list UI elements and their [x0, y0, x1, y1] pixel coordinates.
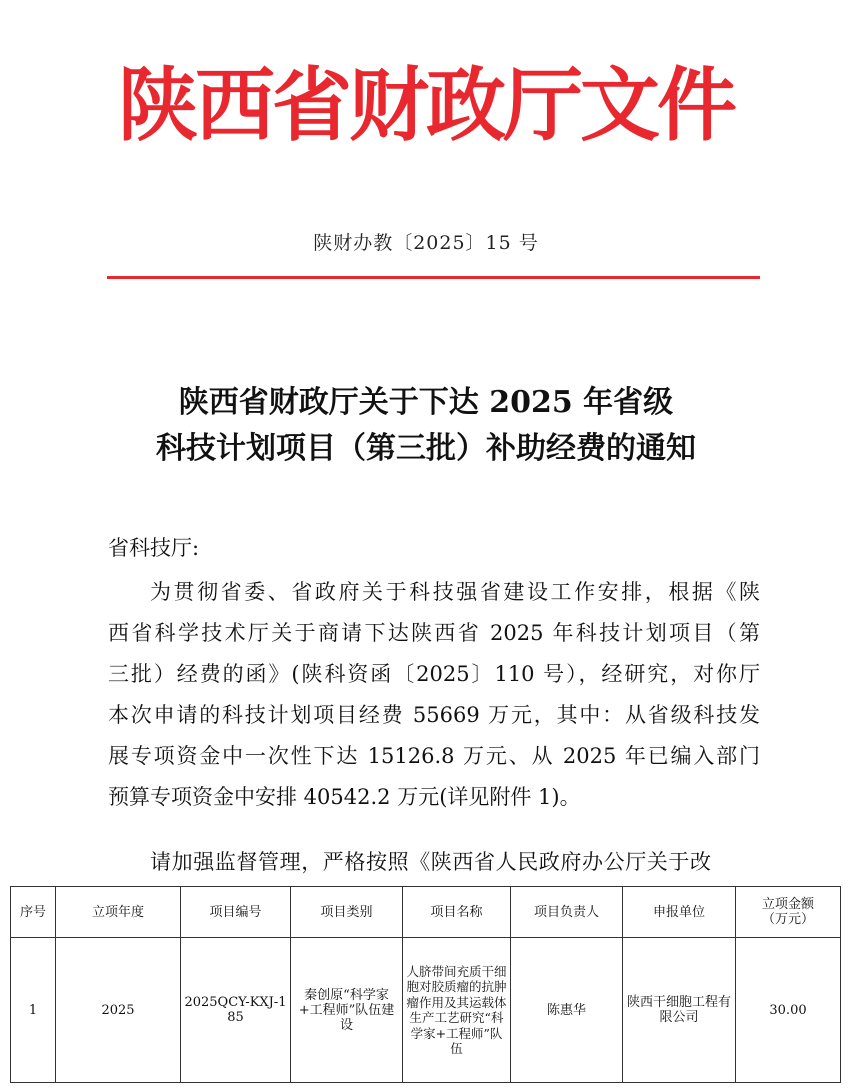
cell-project-code: 2025QCY-KXJ-185	[181, 938, 291, 1083]
cell-leader: 陈惠华	[511, 938, 623, 1083]
body-paragraph-1	[108, 572, 760, 818]
table-header-row	[11, 887, 841, 938]
header-category: 项目类别	[291, 887, 403, 938]
cell-project-name: 人脐带间充质干细胞对胶质瘤的抗肿瘤作用及其运载体生产工艺研究“科学家+工程师”队伍	[403, 938, 511, 1083]
addressee: 省科技厅:	[108, 536, 200, 560]
document-number: 陕财办教〔2025〕15 号	[313, 232, 539, 254]
cell-index: 1	[11, 938, 56, 1083]
notice-title	[0, 380, 852, 472]
header-leader: 项目负责人	[511, 887, 623, 938]
cell-year: 2025	[56, 938, 181, 1083]
cell-unit: 陕西干细胞工程有限公司	[623, 938, 736, 1083]
body-paragraph-2-start: 请加强监督管理，严格按照《陕西省人民政府办公厅关于改	[150, 850, 712, 874]
body-line-3: 三批）经费的函》(陕科资函〔2025〕110 号），经研究，对你厅	[108, 662, 760, 686]
body-line-2: 西省科学技术厅关于商请下达陕西省 2025 年科技计划项目（第	[108, 621, 760, 645]
header-project-code: 项目编号	[181, 887, 291, 938]
cell-amount: 30.00	[736, 938, 841, 1083]
body-line-1: 为贯彻省委、省政府关于科技强省建设工作安排，根据《陕	[150, 580, 760, 604]
header-project-name: 项目名称	[403, 887, 511, 938]
document-header-title: 陕西省财政厅文件	[118, 58, 734, 152]
header-year: 立项年度	[56, 887, 181, 938]
attachment-table	[10, 886, 840, 1083]
body-line-4: 本次申请的科技计划项目经费 55669 万元，其中：从省级科技发	[108, 703, 760, 727]
table-row	[11, 938, 841, 1083]
body-line-6: 预算专项资金中安排 40542.2 万元(详见附件 1)。	[108, 785, 581, 809]
header-index: 序号	[11, 887, 56, 938]
body-line-5: 展专项资金中一次性下达 15126.8 万元、从 2025 年已编入部门	[108, 744, 760, 768]
notice-title-line-2: 科技计划项目（第三批）补助经费的通知	[156, 431, 696, 466]
header-unit: 申报单位	[623, 887, 736, 938]
cell-category: 秦创原“科学家+工程师”队伍建设	[291, 938, 403, 1083]
notice-title-line-1: 陕西省财政厅关于下达 2025 年省级	[178, 385, 674, 420]
project-table	[10, 886, 841, 1083]
header-amount: 立项金额 （万元）	[736, 887, 841, 938]
header-red-divider	[107, 276, 760, 279]
